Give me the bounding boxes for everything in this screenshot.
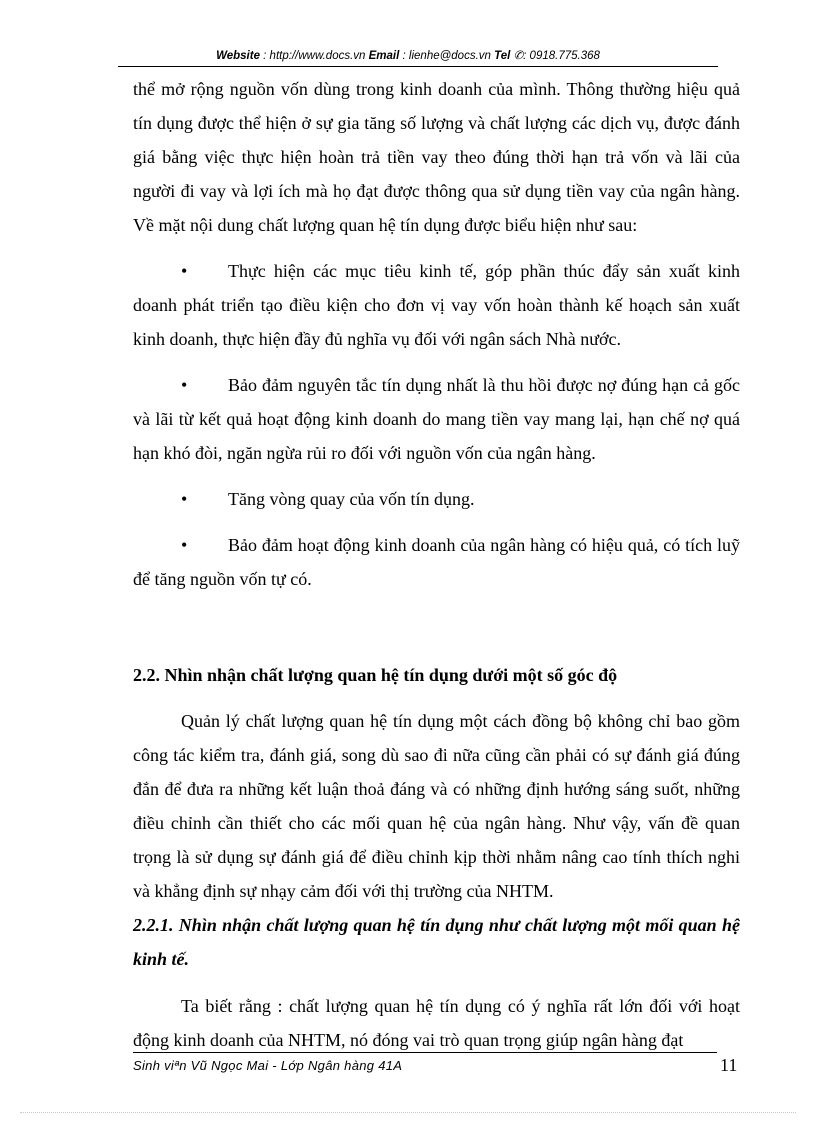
email-label: Email bbox=[368, 50, 400, 62]
bullet-icon: • bbox=[181, 535, 188, 555]
bullet-icon: • bbox=[181, 375, 188, 395]
paragraph-subsection: Ta biết rằng : chất lượng quan hệ tín dụng có ý nghĩa rất lớn đối với hoạt động kinh doanh của NHTM, nó đóng vai trò quan trọng giúp ngân hàng đạt bbox=[133, 996, 740, 1050]
section-heading: 2.2. Nhìn nhận chất lượng quan hệ tín dụng dưới một số góc độ bbox=[133, 665, 618, 685]
page-bottom-border bbox=[20, 1112, 796, 1113]
list-item bbox=[133, 482, 740, 516]
footer-divider bbox=[133, 1052, 717, 1053]
list-item-text: Thực hiện các mục tiêu kinh tế, góp phần thúc đẩy sản xuất kinh doanh phát triển tạo điều kiện cho đơn vị vay vốn hoàn thành kế hoạch sản xuất kinh doanh, thực hiện đầy đủ nghĩa vụ đối với ngân sách Nhà nước. bbox=[133, 261, 740, 349]
list-item-text: Bảo đảm hoạt động kinh doanh của ngân hàng có hiệu quả, có tích luỹ để tăng nguồn vốn tự có. bbox=[133, 535, 740, 589]
paragraph-section: Quản lý chất lượng quan hệ tín dụng một cách đồng bộ không chỉ bao gồm công tác kiểm tra, đánh giá, song dù sao đi nữa cũng cần phải có sự đánh giá đúng đắn để đưa ra những kết luận thoả đáng và có những định hướng sáng suốt, những điều chỉnh cần thiết cho các mối quan hệ của ngân hàng. Như vậy, vấn đề quan trọng là sử dụng sự đánh giá để điều chỉnh kịp thời nhằm nâng cao tính thích nghi và khẳng định sự nhạy cảm đối với thị trường của NHTM. bbox=[133, 711, 740, 901]
list-item bbox=[133, 368, 740, 470]
footer-author: Sinh viªn Vũ Ngọc Mai - Lớp Ngân hàng 41A bbox=[133, 1058, 403, 1073]
email-address: : lienhe@docs.vn bbox=[402, 50, 491, 62]
page-number: 11 bbox=[720, 1055, 738, 1075]
paragraph-intro: thể mở rộng nguồn vốn dùng trong kinh doanh của mình. Thông thường hiệu quả tín dụng được thể hiện ở sự gia tăng số lượng và chất lượng các dịch vụ, được đánh giá bằng việc thực hiện hoàn trả tiền vay theo đúng thời hạn trả vốn và lãi của người đi vay và lợi ích mà họ đạt được thông qua sử dụng tiền vay của ngân hàng. Về mặt nội dung chất lượng quan hệ tín dụng được biểu hiện như sau: bbox=[133, 79, 740, 235]
header-divider bbox=[118, 66, 718, 67]
list-item-text: Tăng vòng quay của vốn tín dụng. bbox=[228, 489, 475, 509]
list-item bbox=[133, 528, 740, 596]
bullet-icon: • bbox=[181, 261, 188, 281]
phone-icon: ✆ bbox=[513, 50, 524, 62]
phone-number: : 0918.775.368 bbox=[523, 50, 600, 62]
document-body bbox=[133, 72, 740, 1057]
list-item bbox=[133, 254, 740, 356]
bullet-icon: • bbox=[181, 489, 188, 509]
list-item-text: Bảo đảm nguyên tắc tín dụng nhất là thu hồi được nợ đúng hạn cả gốc và lãi từ kết quả hoạt động kinh doanh do mang tiền vay mang lại, hạn chế nợ quá hạn khó đòi, ngăn ngừa rủi ro đối với nguồn vốn của ngân hàng. bbox=[133, 375, 740, 463]
tel-label: Tel bbox=[494, 50, 511, 62]
subsection-heading: 2.2.1. Nhìn nhận chất lượng quan hệ tín dụng như chất lượng một mối quan hệ kinh tế. bbox=[133, 915, 740, 969]
website-url: : http://www.docs.vn bbox=[263, 50, 366, 62]
website-label: Website bbox=[216, 50, 260, 62]
page-header bbox=[0, 48, 816, 62]
